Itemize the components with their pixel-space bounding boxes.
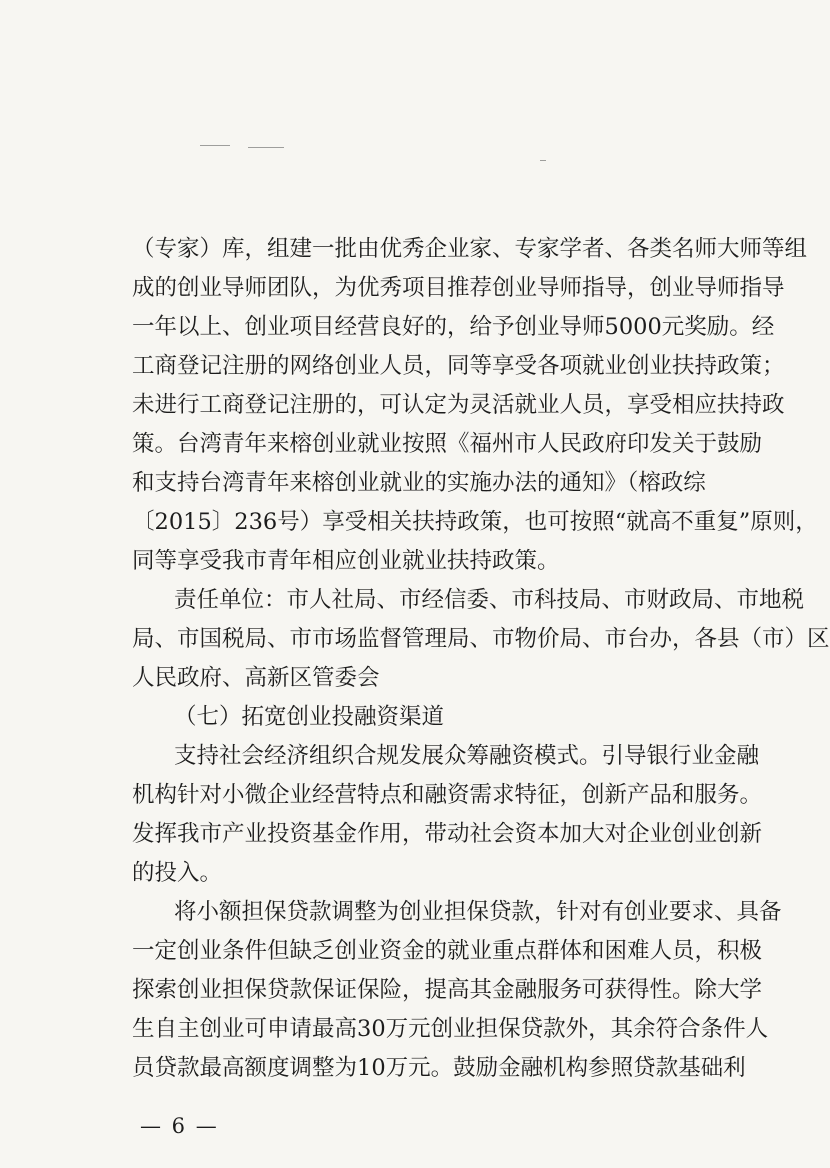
text-line: 〔2015〕236号）享受相关扶持政策，也可按照“就高不重复”原则， <box>132 509 818 535</box>
text-line: 工商登记注册的网络创业人员，同等享受各项就业创业扶持政策； <box>132 353 785 379</box>
text-line: 一定创业条件但缺乏创业资金的就业重点群体和困难人员，积极 <box>132 938 763 964</box>
scan-mark <box>200 145 230 146</box>
text-line: 局、市国税局、市市场监督管理局、市物价局、市台办，各县（市）区 <box>132 626 830 652</box>
text-line: 将小额担保贷款调整为创业担保贷款，针对有创业要求、具备 <box>174 899 782 925</box>
text-line: 的投入。 <box>132 860 223 886</box>
text-line: 和支持台湾青年来榕创业就业的实施办法的通知》（榕政综 <box>132 470 706 496</box>
section-heading: （七）拓宽创业投融资渠道 <box>174 704 445 730</box>
text-line: 未进行工商登记注册的，可认定为灵活就业人员，享受相应扶持政 <box>132 392 785 418</box>
text-line: 发挥我市产业投资基金作用，带动社会资本加大对企业创业创新 <box>132 821 763 847</box>
text-line: 员贷款最高额度调整为10万元。鼓励金融机构参照贷款基础利 <box>132 1055 746 1081</box>
text-line: 同等享受我市青年相应创业就业扶持政策。 <box>132 548 560 574</box>
text-line: 机构针对小微企业经营特点和融资需求特征，创新产品和服务。 <box>132 782 763 808</box>
text-line: （专家）库，组建一批由优秀企业家、专家学者、各类名师大师等组 <box>132 236 808 262</box>
page-number: — 6 — <box>140 1114 219 1138</box>
text-line: 策。台湾青年来榕创业就业按照《福州市人民政府印发关于鼓励 <box>132 431 763 457</box>
scan-mark <box>248 147 284 148</box>
text-line: 一年以上、创业项目经营良好的，给予创业导师5000元奖励。经 <box>132 314 775 340</box>
text-line: 生自主创业可申请最高30万元创业担保贷款外，其余符合条件人 <box>132 1016 769 1042</box>
text-line: 责任单位：市人社局、市经信委、市科技局、市财政局、市地税 <box>174 587 805 613</box>
text-line: 支持社会经济组织合规发展众筹融资模式。引导银行业金融 <box>174 743 760 769</box>
text-line: 人民政府、高新区管委会 <box>132 665 380 691</box>
scan-mark <box>540 160 546 161</box>
text-line: 探索创业担保贷款保证保险，提高其金融服务可获得性。除大学 <box>132 977 763 1003</box>
text-line: 成的创业导师团队，为优秀项目推荐创业导师指导，创业导师指导 <box>132 275 785 301</box>
